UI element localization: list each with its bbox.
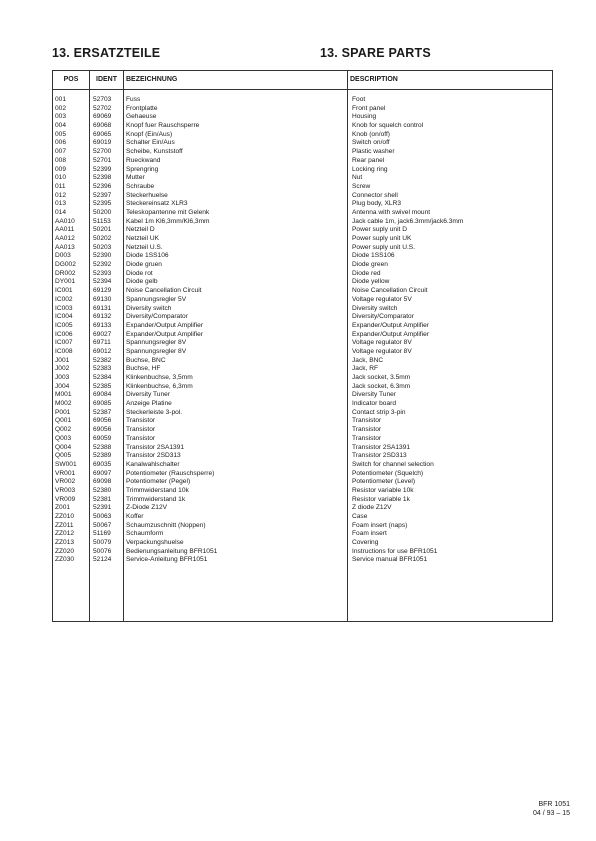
cell-ident: 69035 — [93, 460, 112, 468]
cell-bezeichnung: Knopf (Ein/Aus) — [126, 130, 173, 138]
cell-description: Diode green — [352, 261, 388, 269]
cell-description: Voltage regulator 5V — [352, 295, 412, 303]
cell-ident: 69056 — [93, 417, 112, 425]
cell-ident: 52385 — [93, 382, 112, 390]
cell-description: Transistor — [352, 426, 382, 434]
table-row — [53, 478, 552, 487]
cell-ident: 69132 — [93, 313, 112, 321]
table-row — [53, 183, 552, 192]
table-row — [53, 504, 552, 513]
cell-ident: 50201 — [93, 226, 112, 234]
cell-ident: 52383 — [93, 365, 112, 373]
table-row — [53, 96, 552, 105]
cell-pos: J002 — [55, 365, 70, 373]
cell-ident: 52393 — [93, 269, 112, 277]
header-description: DESCRIPTION — [350, 76, 398, 83]
cell-pos: DG002 — [55, 261, 76, 269]
cell-bezeichnung: Spannungsregler 8V — [126, 347, 187, 355]
cell-bezeichnung: Buchse, HF — [126, 365, 161, 373]
cell-ident: 51169 — [93, 530, 111, 538]
table-row — [53, 400, 552, 409]
cell-bezeichnung: Netzteil U.S. — [126, 243, 163, 251]
cell-bezeichnung: Expander/Output Amplifier — [126, 321, 203, 329]
table-header — [53, 71, 552, 90]
table-row — [53, 322, 552, 331]
cell-description: Jack, RF — [352, 365, 379, 373]
cell-ident: 50079 — [93, 539, 112, 547]
cell-description: Potentiometer (Squelch) — [352, 469, 424, 477]
cell-ident: 52382 — [93, 356, 112, 364]
table-row — [53, 556, 552, 565]
cell-description: Nut — [352, 174, 363, 182]
table-row — [53, 278, 552, 287]
table-row — [53, 139, 552, 148]
cell-ident: 52396 — [93, 182, 112, 190]
table-row — [53, 530, 552, 539]
cell-bezeichnung: Diversity/Comparator — [126, 313, 188, 321]
cell-pos: IC008 — [55, 347, 73, 355]
cell-pos: J004 — [55, 382, 70, 390]
cell-pos: 009 — [55, 165, 67, 173]
cell-description: Jack cable 1m, jack6.3mm/jack6.3mm — [352, 217, 464, 225]
table-row — [53, 461, 552, 470]
table-row — [53, 131, 552, 140]
cell-pos: 008 — [55, 156, 67, 164]
table-row — [53, 391, 552, 400]
cell-description: Transistor — [352, 417, 382, 425]
cell-bezeichnung: Diversity Tuner — [126, 391, 170, 399]
cell-pos: VR003 — [55, 486, 76, 494]
cell-description: Jack socket, 6.3mm — [352, 382, 411, 390]
cell-description: Knob for squelch control — [352, 122, 424, 130]
cell-pos: ZZ030 — [55, 556, 75, 564]
cell-bezeichnung: Noise Cancellation Circuit — [126, 287, 202, 295]
cell-description: Expander/Output Amplifier — [352, 321, 429, 329]
cell-pos: P001 — [55, 408, 71, 416]
cell-pos: Q001 — [55, 417, 72, 425]
cell-pos: 002 — [55, 104, 67, 112]
cell-bezeichnung: Trimmwiderstand 10k — [126, 486, 189, 494]
cell-description: Potentiometer (Level) — [352, 478, 416, 486]
table-row — [53, 296, 552, 305]
cell-pos: Q002 — [55, 426, 72, 434]
table-row — [53, 287, 552, 296]
cell-pos: 013 — [55, 200, 67, 208]
table-row — [53, 513, 552, 522]
cell-ident: 51153 — [93, 217, 111, 225]
spare-parts-table — [52, 70, 553, 622]
cell-ident: 69059 — [93, 434, 112, 442]
cell-bezeichnung: Potentiometer (Rauschsperre) — [126, 469, 215, 477]
cell-description: Z diode Z12V — [352, 504, 392, 512]
cell-pos: IC003 — [55, 304, 73, 312]
cell-bezeichnung: Potentiometer (Pegel) — [126, 478, 191, 486]
cell-description: Resistor variable 10k — [352, 486, 414, 494]
cell-pos: 010 — [55, 174, 67, 182]
cell-description: Transistor 2SA1391 — [352, 443, 411, 451]
cell-description: Locking ring — [352, 165, 388, 173]
cell-bezeichnung: Knopf fuer Rauschsperre — [126, 122, 200, 130]
cell-pos: AA012 — [55, 235, 75, 242]
cell-description: Diversity Tuner — [352, 391, 396, 399]
cell-ident: 69711 — [93, 339, 111, 347]
cell-pos: DY001 — [55, 278, 76, 286]
cell-ident: 52700 — [93, 148, 112, 156]
cell-ident: 69056 — [93, 426, 112, 434]
cell-pos: Q005 — [55, 452, 72, 460]
cell-pos: IC007 — [55, 339, 73, 347]
cell-bezeichnung: Expander/Output Amplifier — [126, 330, 203, 338]
cell-pos: ZZ013 — [55, 539, 75, 547]
cell-ident: 69129 — [93, 287, 112, 295]
table-row — [53, 374, 552, 383]
cell-bezeichnung: Trimmwiderstand 1k — [126, 495, 186, 503]
table-row — [53, 522, 552, 531]
cell-pos: VR002 — [55, 478, 76, 486]
cell-pos: DR002 — [55, 269, 76, 277]
cell-bezeichnung: Transistor — [126, 426, 156, 434]
table-row — [53, 539, 552, 548]
cell-description: Jack, BNC — [352, 356, 384, 364]
cell-bezeichnung: Transistor — [126, 434, 156, 442]
table-row — [53, 174, 552, 183]
cell-ident: 69133 — [93, 321, 112, 329]
cell-description: Plug body, XLR3 — [352, 200, 401, 208]
table-row — [53, 357, 552, 366]
cell-bezeichnung: Transistor 2SD313 — [126, 452, 181, 460]
cell-description: Diversity/Comparator — [352, 313, 414, 321]
table-row — [53, 261, 552, 270]
cell-description: Knob (on/off) — [352, 130, 391, 138]
cell-bezeichnung: Steckereinsatz XLR3 — [126, 200, 188, 208]
table-row — [53, 166, 552, 175]
cell-ident: 52384 — [93, 374, 112, 381]
cell-ident: 50200 — [93, 208, 112, 216]
cell-description: Transistor — [352, 434, 382, 442]
cell-pos: AA010 — [55, 217, 75, 225]
cell-description: Transistor 2SD313 — [352, 452, 407, 460]
table-row — [53, 452, 552, 461]
cell-pos: Q003 — [55, 434, 72, 442]
footer-date-page: 04 / 93 – 15 — [533, 810, 570, 817]
cell-ident: 52399 — [93, 165, 112, 173]
table-row — [53, 487, 552, 496]
cell-bezeichnung: Spannungsregler 5V — [126, 295, 187, 303]
cell-description: Antenna with swivel mount — [352, 208, 431, 216]
cell-ident: 52388 — [93, 443, 112, 451]
table-row — [53, 148, 552, 157]
table-row — [53, 270, 552, 279]
table-row — [53, 235, 552, 244]
cell-ident: 52124 — [93, 556, 112, 564]
cell-pos: IC006 — [55, 330, 73, 338]
table-row — [53, 417, 552, 426]
cell-bezeichnung: Bedienungsanleitung BFR1051 — [126, 547, 218, 555]
cell-description: Diode 1SS106 — [352, 252, 395, 260]
cell-pos: VR009 — [55, 495, 76, 503]
cell-bezeichnung: Schraube — [126, 182, 155, 190]
cell-bezeichnung: Scheibe, Kunststoff — [126, 148, 183, 156]
cell-description: Diode red — [352, 269, 381, 277]
cell-pos: IC004 — [55, 313, 73, 321]
cell-bezeichnung: Netzteil D — [126, 226, 155, 234]
cell-pos: 003 — [55, 113, 67, 121]
cell-pos: ZZ012 — [55, 530, 75, 538]
cell-ident: 69098 — [93, 478, 112, 486]
cell-description: Covering — [352, 539, 379, 547]
cell-ident: 69131 — [93, 304, 112, 312]
cell-bezeichnung: Sprengring — [126, 165, 159, 173]
cell-ident: 69097 — [93, 469, 112, 477]
cell-bezeichnung: Diode rot — [126, 269, 153, 277]
cell-description: Contact strip 3-pin — [352, 408, 406, 416]
cell-pos: 005 — [55, 130, 67, 138]
cell-ident: 69012 — [93, 347, 112, 355]
table-row — [53, 409, 552, 418]
cell-pos: 007 — [55, 148, 67, 156]
cell-bezeichnung: Gehaeuse — [126, 113, 157, 121]
table-row — [53, 192, 552, 201]
cell-ident: 50067 — [93, 521, 112, 529]
table-row — [53, 226, 552, 235]
cell-pos: M001 — [55, 391, 72, 399]
cell-ident: 52391 — [93, 504, 112, 512]
cell-pos: D003 — [55, 252, 71, 260]
cell-pos: ZZ011 — [55, 521, 74, 529]
cell-bezeichnung: Diode 1SS106 — [126, 252, 169, 260]
cell-description: Foam insert (naps) — [352, 521, 408, 529]
cell-pos: 004 — [55, 122, 67, 130]
cell-pos: AA011 — [55, 226, 75, 234]
cell-description: Screw — [352, 182, 371, 190]
cell-description: Housing — [352, 113, 377, 121]
table-row — [53, 209, 552, 218]
cell-ident: 52387 — [93, 408, 112, 416]
table-row — [53, 113, 552, 122]
table-row — [53, 383, 552, 392]
cell-pos: IC005 — [55, 321, 73, 329]
table-row — [53, 365, 552, 374]
cell-description: Case — [352, 513, 368, 520]
cell-bezeichnung: Kanalwahlschalter — [126, 460, 180, 468]
table-row — [53, 252, 552, 261]
cell-bezeichnung: Z-Diode Z12V — [126, 504, 168, 512]
cell-bezeichnung: Diode gruen — [126, 261, 162, 269]
header-ident: IDENT — [96, 76, 117, 83]
cell-description: Switch on/off — [352, 139, 390, 147]
cell-bezeichnung: Koffer — [126, 513, 144, 520]
cell-pos: 014 — [55, 208, 67, 216]
cell-bezeichnung: Transistor 2SA1391 — [126, 443, 185, 451]
cell-bezeichnung: Anzeige Platine — [126, 400, 172, 408]
cell-ident: 69069 — [93, 113, 112, 121]
cell-ident: 52701 — [93, 156, 112, 164]
table-row — [53, 200, 552, 209]
table-row — [53, 313, 552, 322]
cell-bezeichnung: Diversity switch — [126, 304, 172, 312]
heading-english: 13. SPARE PARTS — [320, 46, 431, 60]
cell-description: Switch for channel selection — [352, 460, 434, 468]
cell-ident: 52395 — [93, 200, 112, 208]
table-body — [53, 96, 552, 565]
table-row — [53, 244, 552, 253]
table-row — [53, 218, 552, 227]
cell-bezeichnung: Netzteil UK — [126, 235, 159, 242]
cell-ident: 52702 — [93, 104, 112, 112]
cell-ident: 50202 — [93, 235, 112, 242]
cell-ident: 52389 — [93, 452, 112, 460]
table-row — [53, 105, 552, 114]
cell-pos: Q004 — [55, 443, 72, 451]
cell-pos: IC001 — [55, 287, 73, 295]
cell-bezeichnung: Fuss — [126, 96, 141, 103]
table-row — [53, 339, 552, 348]
cell-ident: 52394 — [93, 278, 112, 286]
cell-pos: ZZ020 — [55, 547, 75, 555]
cell-description: Resistor variable 1k — [352, 495, 410, 503]
cell-bezeichnung: Schaumzuschnitt (Noppen) — [126, 521, 206, 529]
cell-pos: Z001 — [55, 504, 71, 512]
cell-pos: SW001 — [55, 460, 77, 468]
cell-description: Power suply unit UK — [352, 235, 412, 242]
cell-ident: 52397 — [93, 191, 112, 199]
cell-bezeichnung: Verpackungshuelse — [126, 539, 184, 547]
table-row — [53, 548, 552, 557]
cell-ident: 50203 — [93, 243, 112, 251]
cell-ident: 69068 — [93, 122, 112, 130]
table-row — [53, 331, 552, 340]
cell-bezeichnung: Buchse, BNC — [126, 356, 166, 364]
cell-bezeichnung: Transistor — [126, 417, 156, 425]
cell-ident: 52703 — [93, 96, 112, 103]
cell-description: Noise Cancellation Circuit — [352, 287, 428, 295]
cell-bezeichnung: Service-Anleitung BFR1051 — [126, 556, 208, 564]
cell-pos: 012 — [55, 191, 67, 199]
cell-pos: ZZ010 — [55, 513, 75, 520]
cell-description: Diode yellow — [352, 278, 390, 286]
table-row — [53, 426, 552, 435]
cell-pos: 006 — [55, 139, 67, 147]
cell-description: Power suply unit D — [352, 226, 407, 234]
cell-bezeichnung: Steckerleiste 3-pol. — [126, 408, 183, 416]
cell-bezeichnung: Steckerhuelse — [126, 191, 168, 199]
cell-bezeichnung: Schaumform — [126, 530, 164, 538]
footer-model: BFR 1051 — [538, 801, 570, 808]
cell-ident: 69130 — [93, 295, 112, 303]
cell-pos: VR001 — [55, 469, 76, 477]
cell-bezeichnung: Teleskopantenne mit Gelenk — [126, 208, 210, 216]
cell-ident: 52392 — [93, 261, 112, 269]
table-row — [53, 444, 552, 453]
cell-ident: 69019 — [93, 139, 112, 147]
cell-description: Instructions for use BFR1051 — [352, 547, 438, 555]
cell-ident: 69027 — [93, 330, 112, 338]
cell-ident: 69085 — [93, 400, 112, 408]
table-row — [53, 122, 552, 131]
cell-ident: 50076 — [93, 547, 112, 555]
table-row — [53, 157, 552, 166]
cell-ident: 69065 — [93, 130, 112, 138]
cell-description: Voltage regulator 8V — [352, 339, 412, 347]
table-row — [53, 305, 552, 314]
heading-german: 13. ERSATZTEILE — [52, 46, 161, 60]
cell-bezeichnung: Frontplatte — [126, 104, 158, 112]
cell-pos: M002 — [55, 400, 72, 408]
cell-bezeichnung: Rueckwand — [126, 156, 161, 164]
cell-description: Plastic washer — [352, 148, 395, 156]
cell-ident: 52390 — [93, 252, 112, 260]
cell-ident: 50063 — [93, 513, 112, 520]
cell-bezeichnung: Mutter — [126, 174, 145, 182]
cell-description: Indicator board — [352, 400, 396, 408]
header-bezeichnung: BEZEICHNUNG — [126, 76, 178, 83]
cell-description: Voltage regulator 8V — [352, 347, 412, 355]
table-row — [53, 496, 552, 505]
cell-description: Foot — [352, 96, 366, 103]
cell-description: Service manual BFR1051 — [352, 556, 428, 564]
table-row — [53, 470, 552, 479]
header-pos: POS — [63, 76, 79, 83]
cell-pos: AA013 — [55, 243, 75, 251]
cell-pos: IC002 — [55, 295, 73, 303]
cell-description: Foam insert — [352, 530, 387, 538]
cell-description: Diversity switch — [352, 304, 398, 312]
cell-bezeichnung: Klinkenbuchse, 6,3mm — [126, 382, 193, 390]
cell-ident: 69084 — [93, 391, 112, 399]
cell-description: Jack socket, 3.5mm — [352, 374, 411, 381]
cell-pos: J003 — [55, 374, 70, 381]
cell-bezeichnung: Diode gelb — [126, 278, 158, 286]
cell-ident: 52381 — [93, 495, 112, 503]
cell-pos: 001 — [55, 96, 67, 103]
cell-bezeichnung: Kabel 1m Kl6,3mm/Kl6,3mm — [126, 217, 210, 225]
cell-pos: J001 — [55, 356, 70, 364]
cell-bezeichnung: Spannungsregler 8V — [126, 339, 187, 347]
cell-description: Connector shell — [352, 191, 398, 199]
table-row — [53, 348, 552, 357]
cell-pos: 011 — [55, 182, 66, 190]
cell-ident: 52398 — [93, 174, 112, 182]
cell-description: Rear panel — [352, 156, 385, 164]
cell-description: Power suply unit U.S. — [352, 243, 416, 251]
cell-description: Front panel — [352, 104, 386, 112]
cell-bezeichnung: Klinkenbuchse, 3,5mm — [126, 374, 193, 381]
table-row — [53, 435, 552, 444]
cell-ident: 52380 — [93, 486, 112, 494]
cell-description: Expander/Output Amplifier — [352, 330, 429, 338]
cell-bezeichnung: Schalter Ein/Aus — [126, 139, 175, 147]
